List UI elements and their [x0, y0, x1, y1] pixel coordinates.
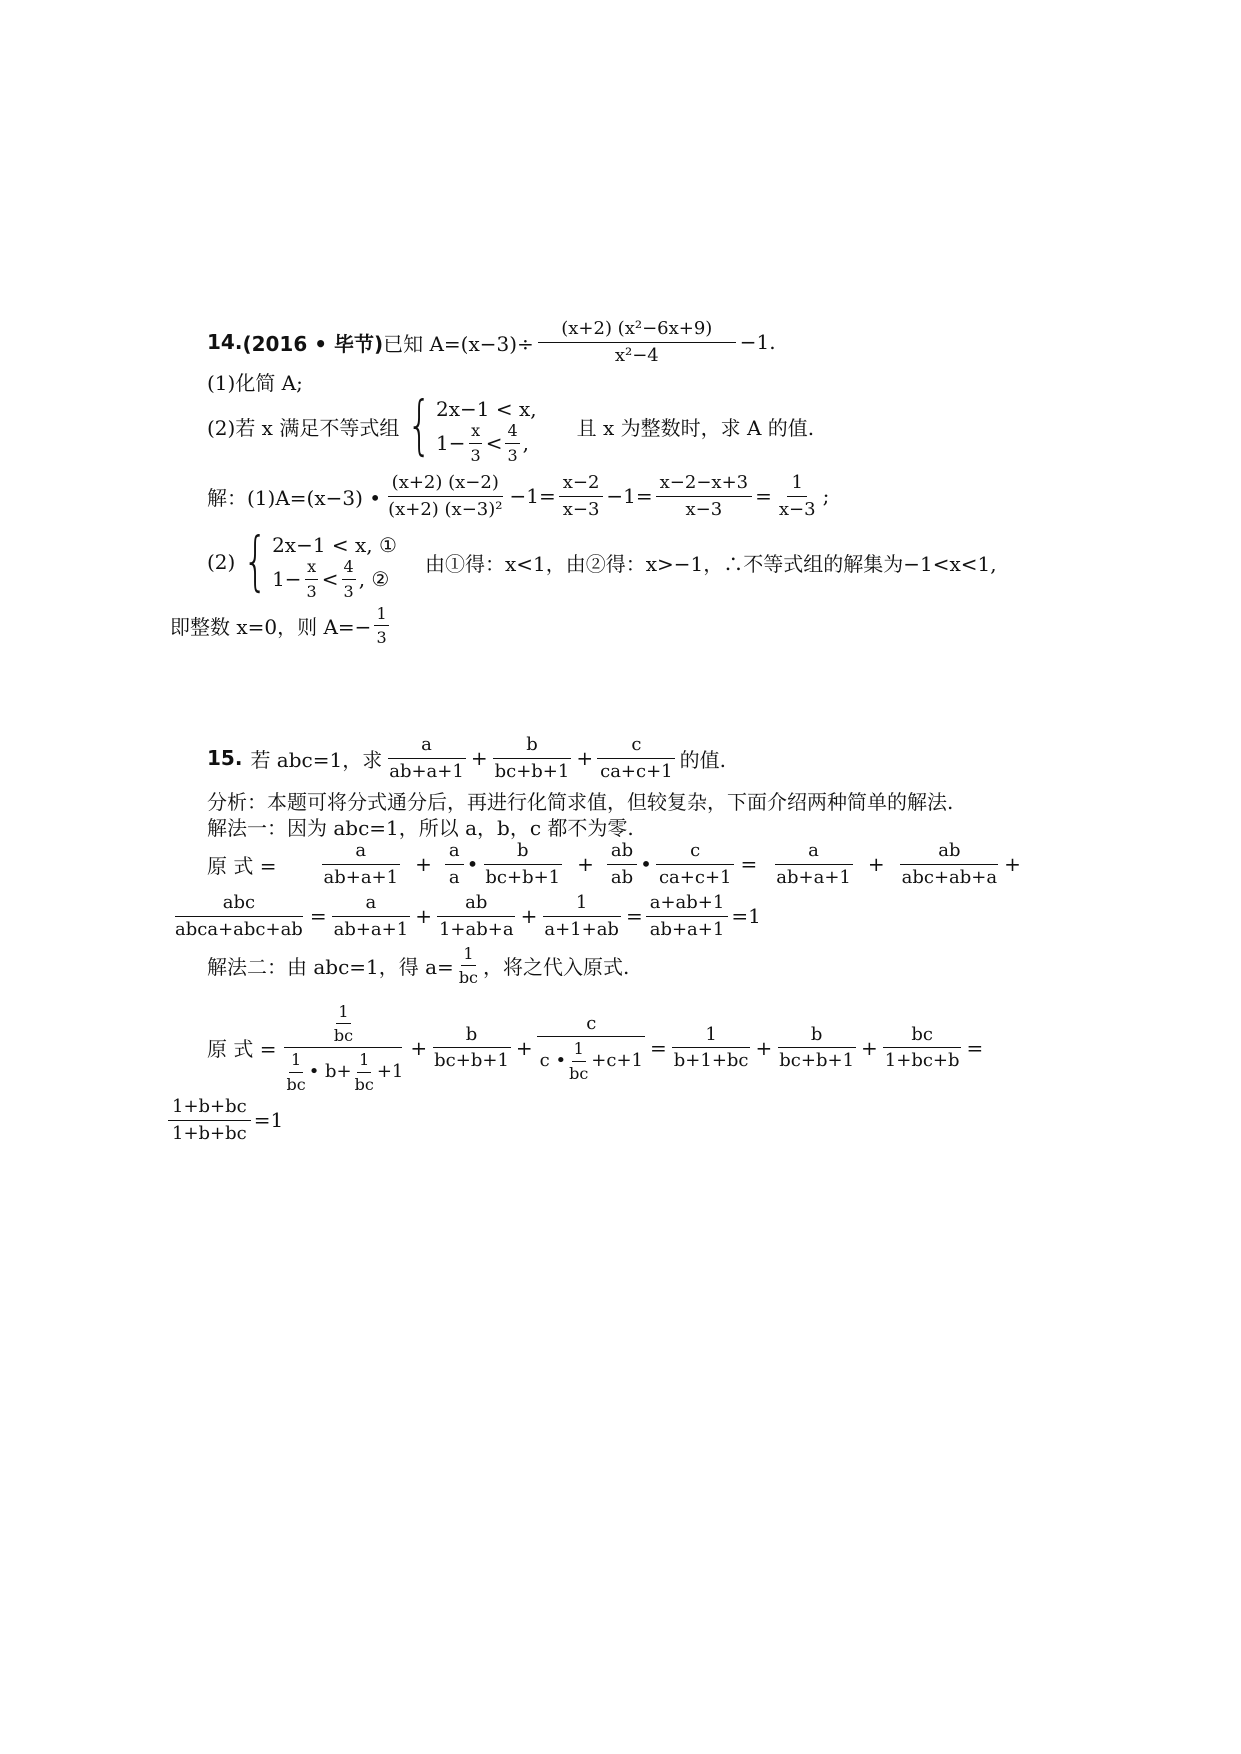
- q15-method2-row2: $\frac{1+b+bc}{1+b+bc}$ =1: [168, 1096, 283, 1144]
- complex-fraction-1: $\frac{1}{bc}$ $\frac{1}{bc}$ • b+ $\frac{1}{bc}$ +1: [279, 1002, 407, 1094]
- sol-frac-2: $\frac{x-2}{x-3}$: [559, 472, 604, 520]
- q14-solution-1: 解：(1)A=(x−3) • $\frac{(x+2) (x-2)}{\text{(x+2) (x−3)²}}$ −1= $\frac{x-2}{x-3}$ −1= $\frac{x-2-x+3}{x-3}$ = $\frac{1}{x-3}$ ;: [207, 472, 830, 520]
- sol-frac-3: $\frac{x-2-x+3}{x-3}$: [656, 472, 752, 520]
- complex-fraction-2: c c • $\frac{1}{bc}$ +c+1: [536, 1013, 647, 1083]
- q14-part1: (1)化简 A;: [207, 371, 303, 395]
- q15-method1-row2: $\frac{\text{abc}}{\text{abca+abc+ab}}$ = $\frac{a}{ab+a+1}$ + $\frac{ab}{1+ab+a}$ + $\frac{1}{a+1+ab}$ = $\frac{a+ab+1}{ab+a+1}$ =1: [175, 892, 761, 940]
- inequality-system: { 2x−1 < x, 1− $\frac{x}{3}$ < $\frac{4}{3}$ ,: [407, 389, 537, 465]
- q14-number: 14.: [207, 330, 243, 355]
- q14-solution-3: 即整数 x=0，则 A=− $\frac{1}{3}$: [170, 604, 387, 648]
- q14-tail: −1.: [739, 330, 776, 355]
- q15-method1-row1: 原 式 = $\frac{a}{ab+a+1}$ + $\frac{a}{a}$ • $\frac{b}{bc+b+1}$ + $\frac{ab}{ab}$ • $\frac{c}{ca+c+1}$ = $\frac{a}{ab+a+1}$ + $\frac{ab}{\text{abc+ab+a}}$ +: [207, 840, 1021, 888]
- q14-part2: (2)若 x 满足不等式组 { 2x−1 < x, 1− $\frac{x}{3}$ < $\frac{4}{3}$ , 且 x 为整数时，求 A 的值.: [207, 389, 815, 465]
- inequality-system-2: { 2x−1 < x, ① 1− $\frac{x}{3}$ < $\frac{4}{3}$ , ②: [243, 525, 397, 601]
- q14-source: (2016 • 毕节): [242, 331, 384, 356]
- sol-frac-4: $\frac{1}{x-3}$: [778, 472, 816, 520]
- answer-fraction: $\frac{1}{3}$: [376, 604, 387, 648]
- q14-stem-line: [207, 318, 776, 366]
- q15-method2-row1: 原 式 = $\frac{1}{bc}$ $\frac{1}{bc}$ • b+ $\frac{1}{bc}$ +1 + $\frac{b}{bc+b+1}$ + c c • $\frac{1}{bc}$ +c+1 = $\frac{1}{b+1+bc}$ + $\frac{b}{bc+b+1}$ + $\frac{bc}{1+bc+b}$ =: [207, 1002, 984, 1094]
- q15-analysis: 分析：本题可将分式通分后，再进行化简求值，但较复杂，下面介绍两种简单的解法.: [207, 790, 954, 814]
- q15-method1-intro: 解法一：因为 abc=1，所以 a，b，c 都不为零.: [207, 816, 634, 840]
- q14-stem: 已知 A=(x−3)÷: [383, 331, 534, 356]
- q14-fraction: $\frac{\text{(x+2) (x²−6x+9)}}{\text{x²−4}}$: [537, 318, 737, 366]
- q14-solution-2: (2) { 2x−1 < x, ① 1− $\frac{x}{3}$ < $\frac{4}{3}$ , ② 由①得：x<1，由②得：x>−1，∴不等式组的解集为−1<x<1,: [207, 525, 997, 601]
- q15-stem-line: 15. 若 abc=1，求 $\frac{a}{ab+a+1}$ + $\frac{b}{bc+b+1}$ + $\frac{c}{ca+c+1}$ 的值.: [207, 734, 726, 782]
- q15-method2-intro: 解法二：由 abc=1，得 a= $\frac{1}{bc}$ ，将之代入原式.: [207, 944, 630, 988]
- sol-frac-1: $\frac{(x+2) (x-2)}{\text{(x+2) (x−3)²}}$: [388, 472, 503, 520]
